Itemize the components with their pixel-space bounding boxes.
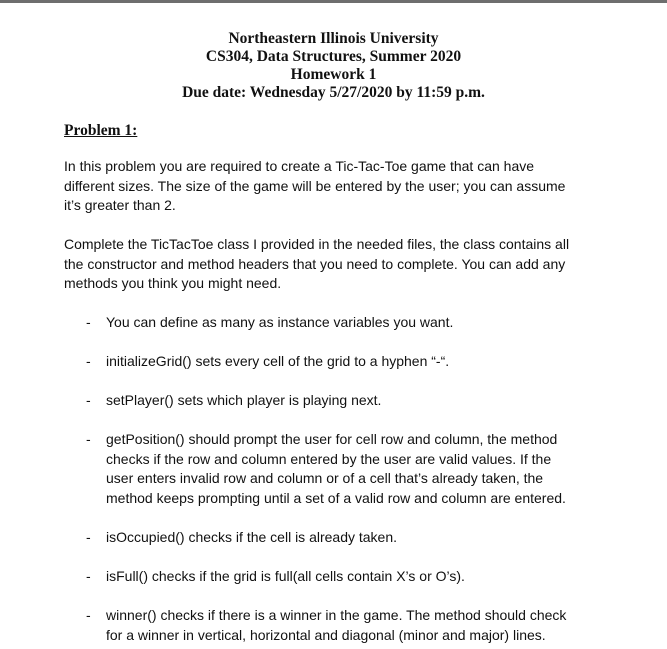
bullet-marker: - xyxy=(86,529,91,545)
bullet-marker: - xyxy=(86,431,91,447)
bullet-marker: - xyxy=(86,607,91,623)
top-border xyxy=(0,0,667,3)
due-date: Due date: Wednesday 5/27/2020 by 11:59 p.m. xyxy=(182,84,485,101)
paragraph-line: the constructor and method headers that you need to complete. You can add any xyxy=(64,255,566,272)
assignment-title: Homework 1 xyxy=(290,66,377,83)
bullet-marker: - xyxy=(86,353,91,369)
document-header xyxy=(0,30,667,102)
bullet-marker: - xyxy=(86,568,91,584)
intro-paragraph xyxy=(64,157,624,216)
bullet-line: winner() checks if there is a winner in the game. The method should check xyxy=(106,607,567,623)
paragraph-line: Complete the TicTacToe class I provided in the needed files, the class contains all xyxy=(64,236,570,252)
bullet-marker: - xyxy=(86,314,91,330)
bullet-line: checks if the row and column entered by the user are valid values. If the xyxy=(106,450,552,467)
bullet-line: method keeps prompting until a set of a valid row and column are entered. xyxy=(106,489,566,506)
bullet-line: You can define as many as instance variables you want. xyxy=(106,314,454,330)
university-name: Northeastern Illinois University xyxy=(228,30,439,47)
bullet-line: user enters invalid row and column or of a cell that’s already taken, the xyxy=(106,470,544,486)
bullet-line: for a winner in vertical, horizontal and diagonal (minor and major) lines. xyxy=(106,626,546,643)
bullet-line: initializeGrid() sets every cell of the grid to a hyphen “-“. xyxy=(106,353,450,369)
bullet-line: setPlayer() sets which player is playing next. xyxy=(106,392,382,408)
bullet-line: isOccupied() checks if the cell is already taken. xyxy=(106,529,398,545)
bullet-marker: - xyxy=(86,392,91,408)
instructions-paragraph xyxy=(64,235,624,294)
paragraph-line: methods you think you might need. xyxy=(64,275,282,291)
paragraph-line: it’s greater than 2. xyxy=(64,197,176,213)
course-title: CS304, Data Structures, Summer 2020 xyxy=(205,48,462,65)
paragraph-line: different sizes. The size of the game will be entered by the user; you can assume xyxy=(64,177,566,194)
bullet-line: getPosition() should prompt the user for cell row and column, the method xyxy=(106,431,558,447)
problem-title: Problem 1: xyxy=(64,122,138,139)
paragraph-line: In this problem you are required to create a Tic-Tac-Toe game that can have xyxy=(64,158,535,174)
bullet-line: isFull() checks if the grid is full(all cells contain X’s or O’s). xyxy=(106,568,465,584)
